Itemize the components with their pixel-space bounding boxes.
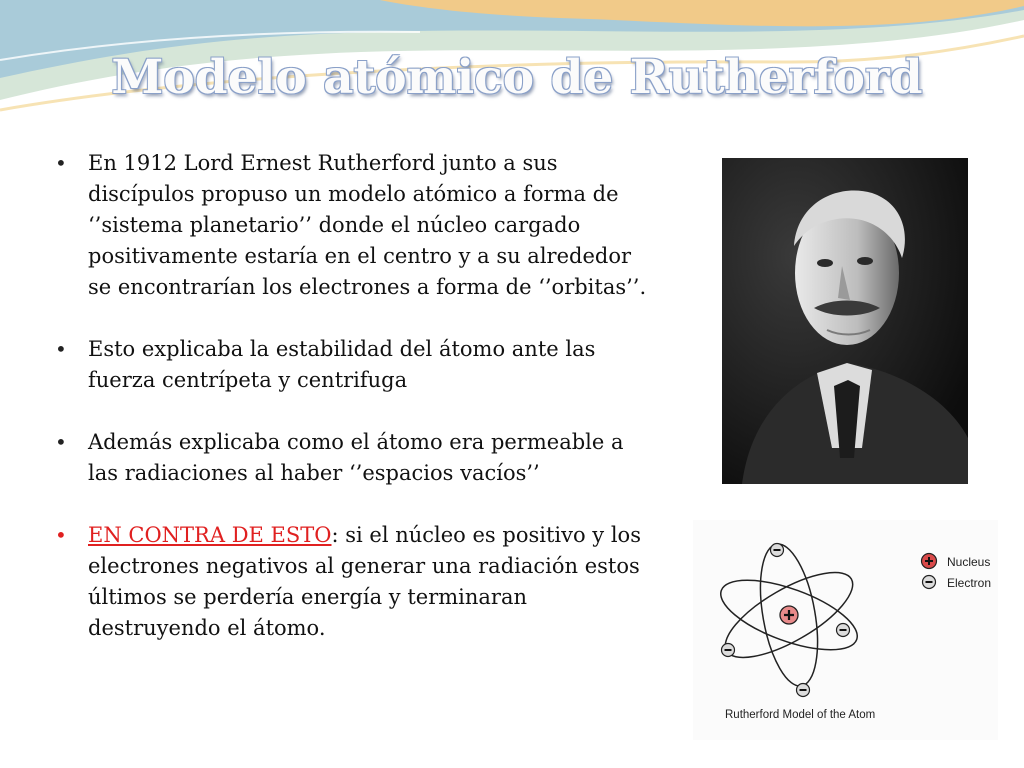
diagram-caption: Rutherford Model of the Atom [725, 709, 876, 721]
bullet-text: En 1912 Lord Ernest Rutherford junto a sus discípulos propuso un modelo atómico a forma de ‘’sistema planetario’’ donde el núcleo cargado positivamente estaría en el centro y a su alrededor se encontrarían los electrones a forma de ‘’orbitas’’. [88, 151, 647, 299]
bullet-item [52, 148, 652, 303]
warning-highlight: EN CONTRA DE ESTO [88, 523, 332, 547]
bullet-item [52, 334, 652, 396]
slide-title: Modelo atómico de Rutherford [111, 50, 923, 105]
bullet-text: Esto explicaba la estabilidad del átomo ante las fuerza centrípeta y centrifuga [88, 337, 596, 392]
bullet-item [52, 520, 652, 644]
atom-diagram [693, 520, 998, 740]
electron-icon [837, 624, 850, 637]
nucleus-icon [780, 606, 798, 624]
electron-icon [797, 684, 810, 697]
rutherford-portrait [722, 158, 968, 484]
electron-icon [771, 544, 784, 557]
legend-electron-icon [923, 576, 936, 589]
bullet-text: Además explicaba como el átomo era permeable a las radiaciones al haber ‘’espacios vacíos’’ [88, 430, 624, 485]
bullet-item [52, 427, 652, 489]
bullet-text: : si el núcleo es positivo y los electrones negativos al generar una radiación estos últimos se perdería energía y terminaran destruyendo el átomo. [88, 523, 641, 640]
bullet-list [52, 148, 652, 675]
legend-nucleus-label: Nucleus [947, 555, 991, 569]
electron-icon [722, 644, 735, 657]
legend-nucleus-icon [922, 554, 937, 569]
legend-electron-label: Electron [947, 576, 992, 590]
